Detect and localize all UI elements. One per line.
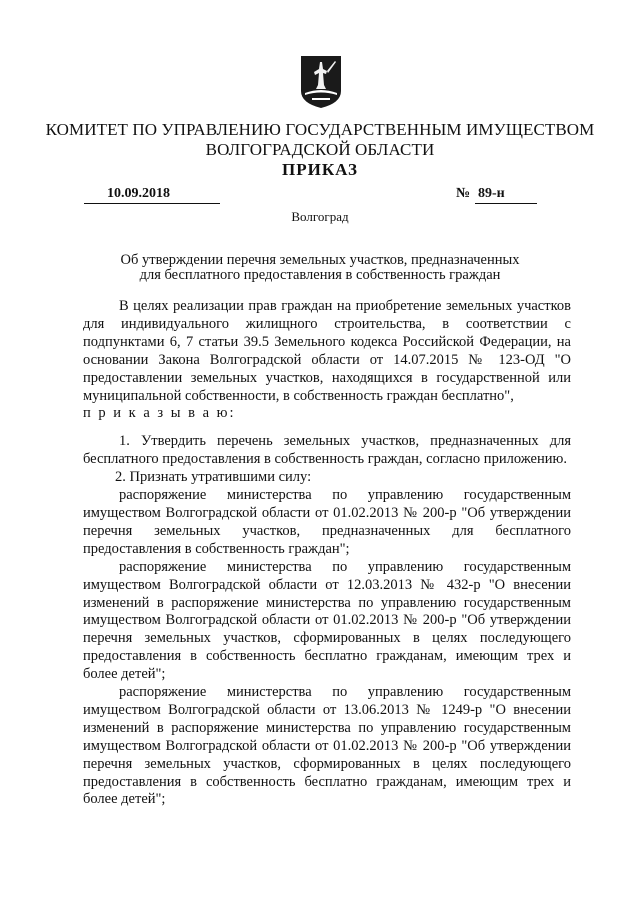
revoked-order-3: распоряжение министерства по управлению государственным имуществом Волгоградской области от 13.06.2013 № 1249-р "О внесении изменений в распоряжение министерства по управлению государственным имуществом Волгоградской области от 01.02.2013 № 200-р "Об утверждении перечня земельных участков, сформированных в целях последующего предоставления в собственность бесплатно гражданам, имеющим трех и более детей"; <box>83 684 571 808</box>
document-number-field <box>475 186 537 204</box>
volgograd-coat-of-arms-icon <box>300 55 342 109</box>
document-subject <box>0 253 640 283</box>
document-date: 10.09.2018 <box>107 186 170 201</box>
document-number: 89-н <box>478 186 505 201</box>
subject-line2: для бесплатного предоставления в собственность граждан <box>139 267 501 283</box>
document-date-field <box>84 186 220 204</box>
city-name: Волгоград <box>291 209 349 224</box>
revoked-order-1: распоряжение министерства по управлению государственным имуществом Волгоградской области от 01.02.2013 № 200-р "Об утверждении перечня земельных участков, предназначенных для бесплатного предоставления в собственность граждан"; <box>83 487 571 557</box>
number-sign: № <box>456 186 471 201</box>
item-1-paragraph: 1. Утвердить перечень земельных участков, предназначенных для бесплатного предоставления в собственность граждан, согласно приложению. <box>83 433 571 468</box>
document-type: ПРИКАЗ <box>282 160 358 179</box>
subject-line1: Об утверждении перечня земельных участков, предназначенных <box>120 252 520 268</box>
revoked-order-2: распоряжение министерства по управлению государственным имуществом Волгоградской области от 12.03.2013 № 432-р "О внесении изменений в распоряжение министерства по управлению государственным имуществом Волгоградской области от 01.02.2013 № 200-р "Об утверждении перечня земельных участков, сформированных в целях последующего предоставления в собственность бесплатно гражданам, имеющим трех и более детей"; <box>83 558 571 683</box>
order-word: п р и к а з ы в а ю: <box>83 405 236 422</box>
organization-name-line1: КОМИТЕТ ПО УПРАВЛЕНИЮ ГОСУДАРСТВЕННЫМ ИМУЩЕСТВОМ <box>45 120 595 139</box>
item-2-paragraph: 2. Признать утратившими силу: <box>115 469 312 486</box>
document-body <box>83 298 571 809</box>
preamble-paragraph: В целях реализации прав граждан на приобретение земельных участков для индивидуального жилищного строительства, в соответствии с подпунктами 6, 7 статьи 39.5 Земельного кодекса Российской Федерации, на основании Закона Волгоградской области от 14.07.2015 № 123-ОД "О предоставлении земельных участков, находящихся в государственной или муниципальной собственности, в собственность граждан бесплатно", <box>83 298 571 404</box>
organization-name-line2: ВОЛГОГРАДСКОЙ ОБЛАСТИ <box>205 140 435 159</box>
